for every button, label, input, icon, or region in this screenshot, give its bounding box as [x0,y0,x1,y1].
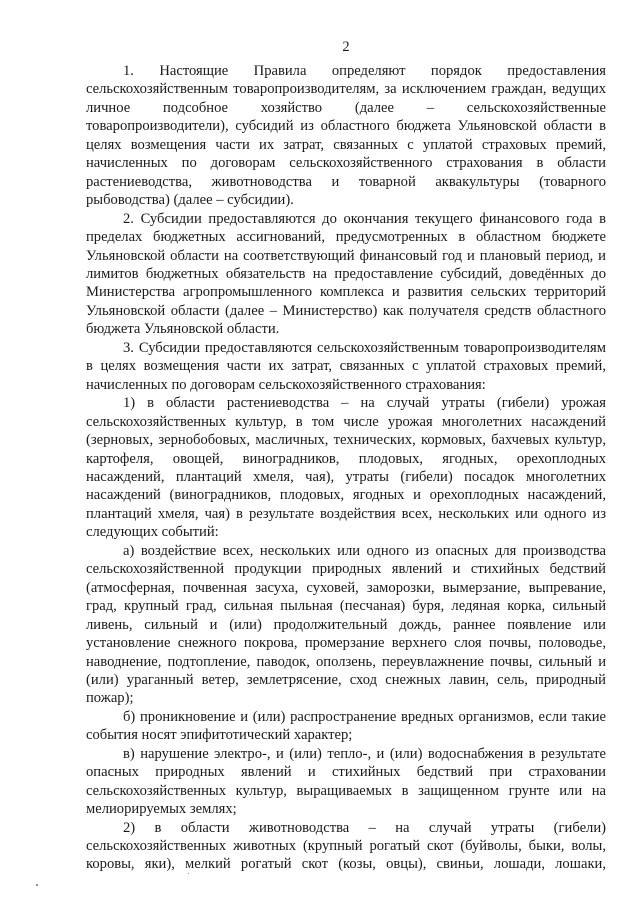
list-item-2-livestock: 2) в области животноводства – на случай утраты (гибели) сельскохозяйственных животных (крупный рогатый скот (буйволы, быки, волы, коровы, яки), мелкий рогатый скот (козы, овцы), свиньи, лошади, лошаки, [86,819,606,873]
paragraph-1-rules-scope: 1. Настоящие Правила определяют порядок предоставления сельскохозяйственным товаропроизводителям, за исключением граждан, ведущих личное подсобное хозяйство (далее – сельскохозяйственные товаропроизводители), субсидий из областного бюджета Ульяновской области в целях возмещения части их затрат, связанных с уплатой страховых премий, начисленных по договорам сельскохозяйственного страхования в области растениеводства, животноводства и товарной аквакультуры (товарного рыбоводства) (далее – субсидии). [86,63,606,209]
scan-speck [36,884,38,886]
list-item-1-crop-production: 1) в области растениеводства – на случай утраты (гибели) урожая сельскохозяйственных культур, в том числе урожая многолетних насаждений (зерновых, зернобобовых, масличных, технических, кормовых, бахчевых культур, картофеля, овощей, виноградников, плодовых, ягодных, орехоплодных насаждений, плантаций хмеля, чая), утраты (гибели) посадок многолетних насаждений (виноградников, плодовых, ягодных и орехоплодных насаждений, плантаций хмеля, чая) в результате воздействия всех, нескольких или одного из следующих событий: [86,395,606,541]
document-page [86,38,606,874]
scan-speck [188,873,189,874]
list-item-b-harmful-organisms: б) проникновение и (или) распространение вредных организмов, если такие события носят эпифитотический характер; [86,708,606,744]
paragraph-3-subsidy-purpose: 3. Субсидии предоставляются сельскохозяйственным товаропроизводителям в целях возмещения части их затрат, связанных с уплатой страховых премий, начисленных по договорам сельскохозяйственного страхования: [86,339,606,393]
paragraph-2-subsidy-limits: 2. Субсидии предоставляются до окончания текущего финансового года в пределах бюджетных ассигнований, предусмотренных в областном бюджете Ульяновской области на соответствующий финансовый год и плановый период, и лимитов бюджетных обязательств на предоставление субсидий, доведённых до Министерства агропромышленного комплекса и развития сельских территорий Ульяновской области (далее – Министерство) как получателя средств областного бюджета Ульяновской области. [86,210,606,338]
list-item-v-utility-disruption: в) нарушение электро-, и (или) тепло-, и (или) водоснабжения в результате опасных природных явлений и стихийных бедствий при страховании сельскохозяйственных культур, выращиваемых в защищенном грунте или на мелиорируемых землях; [86,745,606,818]
list-item-a-natural-disasters: а) воздействие всех, нескольких или одного из опасных для производства сельскохозяйственной продукции природных явлений и стихийных бедствий (атмосферная, почвенная засуха, суховей, заморозки, вымерзание, выпревание, град, крупный град, сильная пыльная (песчаная) буря, ледяная корка, сильный ливень, сильный и (или) продолжительный дождь, раннее появление или установление снежного покрова, промерзание верхнего слоя почвы, половодье, наводнение, подтопление, паводок, оползень, переувлажнение почвы, сильный и (или) ураганный ветер, землетрясение, сход снежных лавин, сель, природный пожар); [86,542,606,707]
page-number: 2 [342,39,350,55]
